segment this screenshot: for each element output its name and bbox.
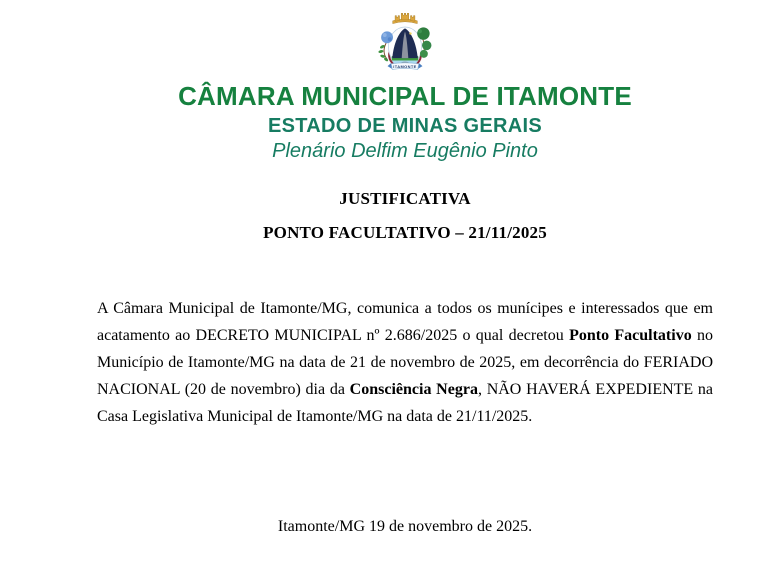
body-paragraph <box>97 295 713 430</box>
crest-banner-label: ITAMONTE <box>393 63 417 69</box>
body-text-segment: , NÃO HAVERÁ EXPEDIENTE na Casa Legislativa Municipal de Itamonte/MG na data de 21/11/2025. <box>97 381 714 425</box>
bold-emphasis-ponto-facultativo: Ponto Facultativo <box>569 327 692 344</box>
document-title: JUSTIFICATIVA <box>339 189 471 208</box>
body-text-segment: A Câmara Municipal de Itamonte/MG, comunica a todos os munícipes e interessados que em acatamento ao DECRETO MUNICIPAL nº 2.686/2025 o qual decretou <box>97 300 713 344</box>
body-text-segment: no Município de Itamonte/MG na data de 21 de novembro de 2025, em decorrência do FERIADO NACIONAL (20 de novembro) dia da <box>97 327 714 398</box>
document-content <box>97 0 713 536</box>
bold-emphasis-consciencia-negra: Consciência Negra <box>349 381 478 398</box>
state-line: ESTADO DE MINAS GERAIS <box>267 115 543 137</box>
org-name: CÂMARA MUNICIPAL DE ITAMONTE <box>178 81 632 111</box>
plenary-line: Plenário Delfim Eugênio Pinto <box>272 140 538 162</box>
municipal-crest <box>367 9 443 77</box>
crest-star <box>409 32 411 34</box>
letterhead <box>97 0 713 163</box>
crest-crown <box>393 13 418 23</box>
document-subtitle: PONTO FACULTATIVO – 21/11/2025 <box>263 223 547 242</box>
date-line: Itamonte/MG 19 de novembro de 2025. <box>277 518 533 535</box>
crest-banner <box>388 63 423 70</box>
